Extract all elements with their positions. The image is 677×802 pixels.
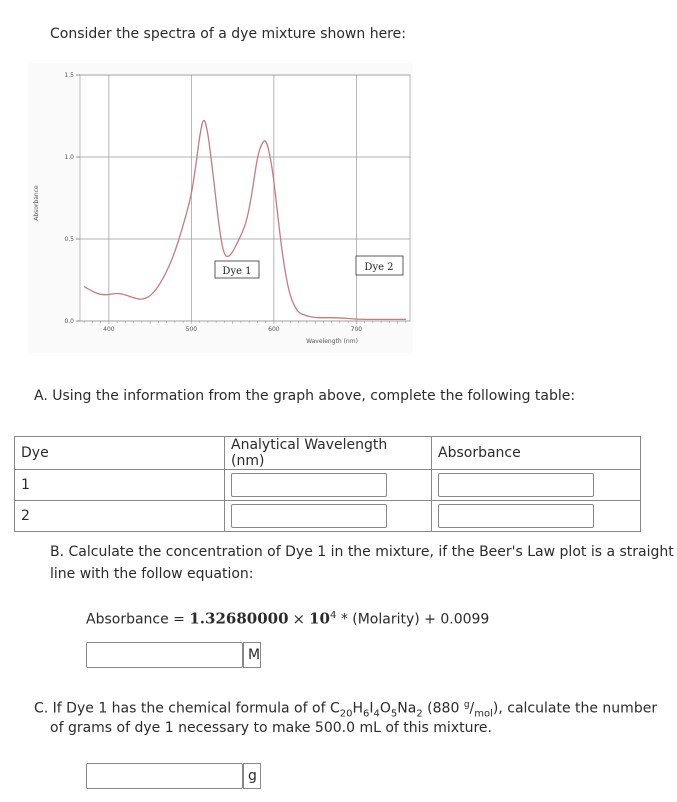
y-tick-label: 0.0 <box>64 318 74 325</box>
absorbance-cell <box>432 501 641 532</box>
table-row <box>15 501 641 532</box>
dye-1-absorbance-input[interactable] <box>438 473 594 497</box>
dye-1-wavelength-input[interactable] <box>231 473 387 497</box>
svg-text:Dye 1: Dye 1 <box>222 266 252 277</box>
plot-area <box>80 75 410 321</box>
dye-number: 1 <box>15 470 225 501</box>
table-row <box>15 470 641 501</box>
part-b-prompt-line1: B. Calculate the concentration of Dye 1 in the mixture, if the Beer's Law plot is a straight <box>50 544 674 560</box>
part-c-prompt-line2: of grams of dye 1 necessary to make 500.0 mL of this mixture. <box>50 720 492 736</box>
absorbance-cell <box>432 470 641 501</box>
answer-table <box>14 436 641 532</box>
y-tick-label: 0.5 <box>64 236 74 243</box>
x-tick-label: 700 <box>350 326 363 333</box>
beers-law-equation <box>86 605 489 631</box>
y-axis-label: Absorbance <box>33 185 40 221</box>
x-axis-label: Wavelength (nm) <box>306 338 358 345</box>
x-tick-label: 400 <box>103 326 115 333</box>
equation-label: Absorbance = <box>86 611 185 628</box>
absorbance-spectrum-chart <box>28 63 413 353</box>
x-tick-label: 600 <box>268 326 280 333</box>
equation-base: 10 <box>309 609 330 628</box>
table-header-row <box>15 437 641 470</box>
x-tick-label: 500 <box>185 326 198 333</box>
intro-text: Consider the spectra of a dye mixture shown here: <box>50 26 406 42</box>
part-a-prompt: A. Using the information from the graph above, complete the following table: <box>34 388 576 404</box>
y-tick-label: 1.0 <box>64 154 74 161</box>
svg-text:Dye 2: Dye 2 <box>364 262 394 273</box>
header-absorbance: Absorbance <box>432 437 641 470</box>
equation-times: × <box>292 609 306 628</box>
grams-unit-label: g <box>243 763 261 789</box>
molarity-unit-label: M <box>243 642 261 668</box>
dye-2-label <box>356 256 403 275</box>
dye-1-label <box>215 261 259 278</box>
concentration-answer-input[interactable] <box>86 642 243 668</box>
dye-2-wavelength-input[interactable] <box>231 504 387 528</box>
header-dye: Dye <box>15 437 225 470</box>
part-c-prompt-line1: C. If Dye 1 has the chemical formula of of $C_{20}H_6I_4O_5Na_2$ (880 $^g/_{mol}$), calculate the number <box>34 700 658 720</box>
wavelength-cell <box>225 501 432 532</box>
wavelength-cell <box>225 470 432 501</box>
equation-coefficient: 1.32680000 <box>189 609 289 628</box>
equation-rest: * (Molarity) + 0.0099 <box>340 611 490 628</box>
mass-answer-input[interactable] <box>86 763 243 789</box>
dye-number: 2 <box>15 501 225 532</box>
header-wavelength: Analytical Wavelength (nm) <box>225 437 432 470</box>
equation-exponent: 4 <box>329 610 337 621</box>
part-b-prompt-line2: line with the follow equation: <box>50 566 254 582</box>
y-tick-label: 1.5 <box>64 72 74 79</box>
dye-2-absorbance-input[interactable] <box>438 504 594 528</box>
